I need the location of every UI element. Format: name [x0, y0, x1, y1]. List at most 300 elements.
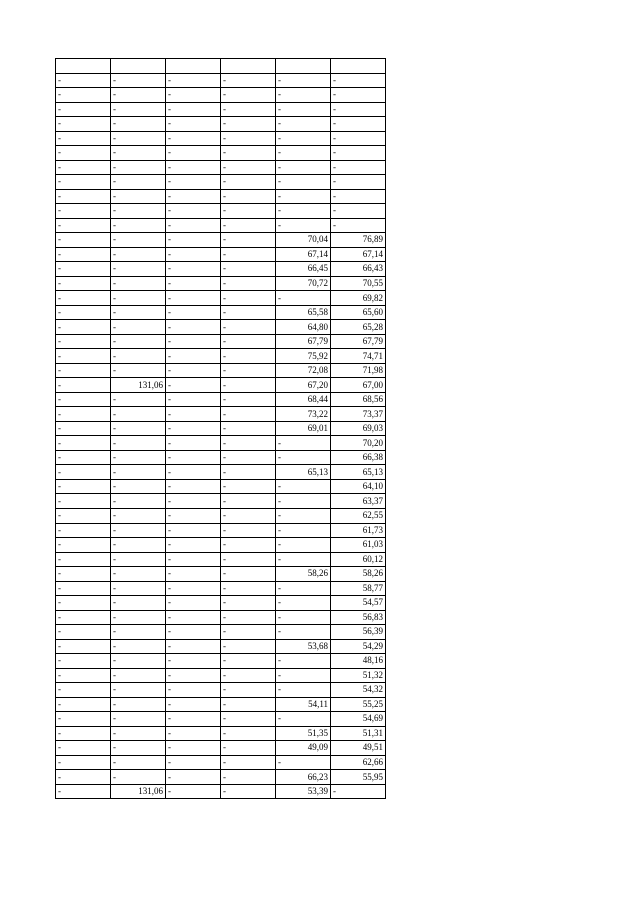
table-cell: - — [166, 741, 221, 756]
table-cell: - — [221, 581, 276, 596]
table-cell: - — [221, 131, 276, 146]
table-cell: - — [111, 160, 166, 175]
table-row — [56, 741, 386, 756]
table-cell: - — [111, 363, 166, 378]
table-cell: - — [111, 508, 166, 523]
table-cell: - — [166, 363, 221, 378]
table-cell: - — [276, 581, 331, 596]
table-cell: - — [221, 479, 276, 494]
table-cell: 54,29 — [331, 639, 386, 654]
table-cell: - — [56, 654, 111, 669]
table-cell: - — [166, 596, 221, 611]
table-cell: 67,79 — [331, 334, 386, 349]
table-cell: - — [56, 465, 111, 480]
table-cell: - — [221, 494, 276, 509]
table-cell: 56,39 — [331, 625, 386, 640]
table-cell: - — [111, 262, 166, 277]
table-cell: - — [166, 378, 221, 393]
table-cell: - — [111, 291, 166, 306]
table-cell: - — [331, 131, 386, 146]
table-cell: 60,12 — [331, 552, 386, 567]
table-cell: - — [111, 407, 166, 422]
table-cell: 67,14 — [331, 247, 386, 262]
table-cell: 49,51 — [331, 741, 386, 756]
table-cell: - — [221, 421, 276, 436]
table-cell: - — [166, 73, 221, 88]
table-cell: - — [166, 523, 221, 538]
table-cell: - — [111, 392, 166, 407]
table-row — [56, 436, 386, 451]
table-cell: - — [166, 262, 221, 277]
table-cell: - — [111, 102, 166, 117]
table-cell: - — [56, 567, 111, 582]
table-row — [56, 770, 386, 785]
table-cell: - — [221, 218, 276, 233]
table-cell: - — [56, 538, 111, 553]
table-cell: - — [276, 552, 331, 567]
table-cell: - — [221, 668, 276, 683]
table-cell: - — [166, 102, 221, 117]
table-row — [56, 146, 386, 161]
table-row — [56, 450, 386, 465]
table-cell: - — [166, 349, 221, 364]
table-cell: 58,26 — [331, 567, 386, 582]
table-cell: - — [56, 450, 111, 465]
table-cell: - — [276, 204, 331, 219]
table-cell: 63,37 — [331, 494, 386, 509]
table-row — [56, 683, 386, 698]
table-cell: 71,98 — [331, 363, 386, 378]
table-cell: 64,80 — [276, 320, 331, 335]
table-cell: - — [166, 712, 221, 727]
table-cell: - — [166, 683, 221, 698]
table-cell: - — [221, 436, 276, 451]
table-row — [56, 320, 386, 335]
table-cell: 56,83 — [331, 610, 386, 625]
table-cell: - — [166, 436, 221, 451]
table-cell: - — [276, 596, 331, 611]
table-cell: - — [56, 610, 111, 625]
table-cell: - — [56, 276, 111, 291]
table-cell: - — [56, 363, 111, 378]
table-cell: 67,14 — [276, 247, 331, 262]
table-row — [56, 726, 386, 741]
table-cell: 66,43 — [331, 262, 386, 277]
table-cell: - — [221, 755, 276, 770]
table-cell: 61,03 — [331, 538, 386, 553]
table-cell: - — [221, 73, 276, 88]
table-row — [56, 508, 386, 523]
table-cell: 67,20 — [276, 378, 331, 393]
table-cell: - — [166, 668, 221, 683]
table-row — [56, 117, 386, 132]
table-row — [56, 494, 386, 509]
table-cell: - — [166, 276, 221, 291]
table-cell: - — [166, 639, 221, 654]
table-cell: - — [111, 189, 166, 204]
table-cell: 65,13 — [276, 465, 331, 480]
table-cell: - — [111, 770, 166, 785]
table-row — [56, 465, 386, 480]
table-row — [56, 276, 386, 291]
table-row — [56, 349, 386, 364]
table-cell: - — [166, 175, 221, 190]
table-row — [56, 160, 386, 175]
table-cell — [276, 59, 331, 74]
table-cell — [331, 59, 386, 74]
table-cell: 66,23 — [276, 770, 331, 785]
table-cell: - — [276, 610, 331, 625]
table-cell: - — [221, 378, 276, 393]
table-cell: - — [56, 683, 111, 698]
table-cell: - — [111, 73, 166, 88]
table-cell: 62,55 — [331, 508, 386, 523]
table-row — [56, 421, 386, 436]
table-cell: - — [56, 508, 111, 523]
table-cell: - — [111, 712, 166, 727]
table-row — [56, 392, 386, 407]
table-cell: - — [56, 218, 111, 233]
table-cell: - — [111, 465, 166, 480]
table-cell: - — [56, 320, 111, 335]
table-cell: 58,26 — [276, 567, 331, 582]
table-cell: - — [166, 508, 221, 523]
table-cell: - — [56, 291, 111, 306]
table-cell — [111, 59, 166, 74]
table-row — [56, 697, 386, 712]
table-cell: 65,28 — [331, 320, 386, 335]
table-cell: - — [111, 233, 166, 248]
table-cell: - — [56, 436, 111, 451]
table-cell: - — [111, 146, 166, 161]
table-row — [56, 175, 386, 190]
table-cell: - — [221, 276, 276, 291]
table-cell: - — [166, 204, 221, 219]
table-cell: 54,69 — [331, 712, 386, 727]
table-cell: - — [331, 189, 386, 204]
table-cell: - — [56, 523, 111, 538]
table-row — [56, 73, 386, 88]
table-cell: - — [111, 218, 166, 233]
table-cell: - — [276, 479, 331, 494]
table-body — [56, 59, 386, 799]
table-cell: - — [56, 349, 111, 364]
table-row — [56, 668, 386, 683]
table-cell: - — [276, 508, 331, 523]
table-row — [56, 552, 386, 567]
table-row — [56, 538, 386, 553]
table-cell: - — [276, 494, 331, 509]
table-cell: - — [166, 726, 221, 741]
table-cell: - — [166, 117, 221, 132]
table-cell: - — [221, 726, 276, 741]
table-cell: - — [56, 73, 111, 88]
table-cell: - — [111, 683, 166, 698]
table-cell: - — [111, 305, 166, 320]
table-cell: - — [331, 204, 386, 219]
table-cell: - — [166, 160, 221, 175]
table-cell: - — [276, 538, 331, 553]
table-cell: - — [331, 218, 386, 233]
table-cell: - — [56, 741, 111, 756]
table-cell: - — [166, 581, 221, 596]
table-cell: - — [56, 305, 111, 320]
table-cell: - — [56, 421, 111, 436]
table-cell: - — [221, 683, 276, 698]
table-cell: - — [221, 450, 276, 465]
table-cell: - — [56, 175, 111, 190]
table-cell: - — [221, 349, 276, 364]
table-cell: - — [111, 697, 166, 712]
table-cell: - — [221, 363, 276, 378]
table-cell: - — [221, 538, 276, 553]
table-cell: - — [221, 117, 276, 132]
table-cell: - — [56, 334, 111, 349]
table-cell: - — [166, 320, 221, 335]
table-cell: - — [56, 160, 111, 175]
table-cell: - — [221, 741, 276, 756]
table-cell: 61,73 — [331, 523, 386, 538]
table-cell: - — [56, 581, 111, 596]
table-cell: 68,44 — [276, 392, 331, 407]
table-cell: - — [166, 218, 221, 233]
table-cell: - — [111, 450, 166, 465]
table-cell: - — [111, 726, 166, 741]
table-cell: - — [331, 102, 386, 117]
table-cell: 65,58 — [276, 305, 331, 320]
table-cell: - — [166, 247, 221, 262]
table-cell: 72,08 — [276, 363, 331, 378]
table-row — [56, 218, 386, 233]
table-cell: - — [111, 552, 166, 567]
table-cell: - — [56, 131, 111, 146]
table-row — [56, 247, 386, 262]
table-row — [56, 639, 386, 654]
table-cell: - — [111, 494, 166, 509]
table-cell: 75,92 — [276, 349, 331, 364]
table-cell: - — [331, 146, 386, 161]
table-cell: - — [111, 538, 166, 553]
table-cell: - — [221, 567, 276, 582]
table-cell — [56, 59, 111, 74]
table-cell: - — [276, 88, 331, 103]
table-cell: - — [166, 233, 221, 248]
table-cell: 70,04 — [276, 233, 331, 248]
table-cell: - — [221, 160, 276, 175]
table-cell: 67,79 — [276, 334, 331, 349]
table-row — [56, 784, 386, 799]
table-cell: - — [111, 117, 166, 132]
table-cell: - — [331, 175, 386, 190]
table-cell: - — [56, 392, 111, 407]
table-cell: 51,32 — [331, 668, 386, 683]
table-row — [56, 131, 386, 146]
table-cell: 53,68 — [276, 639, 331, 654]
table-cell: - — [111, 625, 166, 640]
table-cell: - — [111, 755, 166, 770]
table-cell: - — [276, 523, 331, 538]
table-cell: 53,39 — [276, 784, 331, 799]
table-cell: 73,22 — [276, 407, 331, 422]
table-cell: - — [56, 88, 111, 103]
table-cell: 67,00 — [331, 378, 386, 393]
table-cell: - — [221, 88, 276, 103]
table-cell: 62,66 — [331, 755, 386, 770]
table-cell: - — [56, 189, 111, 204]
table-cell: - — [56, 146, 111, 161]
table-row — [56, 204, 386, 219]
table-cell: - — [221, 770, 276, 785]
table-cell: - — [221, 596, 276, 611]
table-cell: - — [56, 726, 111, 741]
table-row — [56, 59, 386, 74]
table-cell: - — [111, 567, 166, 582]
table-row — [56, 233, 386, 248]
table-cell: 54,11 — [276, 697, 331, 712]
table-row — [56, 610, 386, 625]
table-cell: 58,77 — [331, 581, 386, 596]
table-cell: - — [111, 523, 166, 538]
table-cell: - — [111, 204, 166, 219]
table-cell: - — [166, 567, 221, 582]
table-cell: - — [276, 175, 331, 190]
table-cell: - — [166, 291, 221, 306]
table-cell: 68,56 — [331, 392, 386, 407]
table-row — [56, 407, 386, 422]
table-cell: - — [276, 73, 331, 88]
table-cell: - — [111, 581, 166, 596]
table-cell: - — [166, 407, 221, 422]
table-cell: 69,01 — [276, 421, 331, 436]
table-cell: - — [221, 523, 276, 538]
table-cell: - — [56, 639, 111, 654]
table-cell: - — [56, 247, 111, 262]
table-row — [56, 262, 386, 277]
table-cell: - — [166, 146, 221, 161]
table-cell: - — [221, 552, 276, 567]
table-cell: - — [166, 552, 221, 567]
table-cell: 51,31 — [331, 726, 386, 741]
table-row — [56, 378, 386, 393]
table-cell: 66,45 — [276, 262, 331, 277]
table-cell: - — [56, 378, 111, 393]
table-cell: - — [111, 610, 166, 625]
table-cell: - — [166, 465, 221, 480]
table-cell: - — [331, 73, 386, 88]
table-cell: - — [111, 596, 166, 611]
table-cell: - — [276, 683, 331, 698]
table-cell: - — [166, 538, 221, 553]
table-cell: - — [56, 625, 111, 640]
table-row — [56, 654, 386, 669]
table-row — [56, 334, 386, 349]
table-cell: - — [56, 668, 111, 683]
table-cell: 48,16 — [331, 654, 386, 669]
table-cell: - — [111, 479, 166, 494]
table-cell: - — [221, 407, 276, 422]
table-cell: - — [331, 88, 386, 103]
table-cell: 74,71 — [331, 349, 386, 364]
table-cell: - — [166, 784, 221, 799]
table-cell: - — [56, 479, 111, 494]
table-cell: - — [276, 102, 331, 117]
table-cell: 54,32 — [331, 683, 386, 698]
table-cell: - — [331, 117, 386, 132]
table-cell: - — [276, 146, 331, 161]
table-cell: - — [111, 436, 166, 451]
table-cell: 54,57 — [331, 596, 386, 611]
table-cell — [166, 59, 221, 74]
table-cell: - — [331, 160, 386, 175]
table-cell: - — [276, 654, 331, 669]
table-cell: - — [221, 291, 276, 306]
table-cell: - — [56, 262, 111, 277]
table-cell: - — [111, 88, 166, 103]
table-cell: 131,06 — [111, 784, 166, 799]
table-cell: - — [221, 784, 276, 799]
table-cell: - — [56, 712, 111, 727]
table-cell: - — [276, 131, 331, 146]
table-row — [56, 479, 386, 494]
table-cell: 66,38 — [331, 450, 386, 465]
table-cell: 73,37 — [331, 407, 386, 422]
table-cell: - — [111, 741, 166, 756]
table-cell: - — [56, 204, 111, 219]
table-cell: - — [166, 494, 221, 509]
table-cell: - — [111, 276, 166, 291]
table-cell: - — [111, 639, 166, 654]
table-cell: - — [56, 117, 111, 132]
table-cell: - — [111, 334, 166, 349]
table-cell: - — [221, 610, 276, 625]
table-cell: 64,10 — [331, 479, 386, 494]
table-cell: 70,72 — [276, 276, 331, 291]
table-cell: - — [166, 450, 221, 465]
table-cell: - — [166, 770, 221, 785]
table-cell: - — [221, 204, 276, 219]
table-cell: - — [56, 233, 111, 248]
table-cell: - — [221, 508, 276, 523]
table-row — [56, 596, 386, 611]
table-cell: - — [221, 320, 276, 335]
table-row — [56, 102, 386, 117]
table-row — [56, 291, 386, 306]
table-cell: - — [276, 668, 331, 683]
table-cell: - — [111, 654, 166, 669]
table-cell: - — [221, 639, 276, 654]
table-cell: - — [166, 479, 221, 494]
table-cell: - — [56, 784, 111, 799]
table-cell: - — [221, 262, 276, 277]
table-cell: - — [166, 610, 221, 625]
table-row — [56, 523, 386, 538]
table-row — [56, 305, 386, 320]
table-cell: - — [166, 305, 221, 320]
table-cell: - — [56, 102, 111, 117]
table-cell — [221, 59, 276, 74]
table-cell: - — [166, 755, 221, 770]
table-cell: - — [276, 450, 331, 465]
table-cell: - — [276, 160, 331, 175]
table-cell: - — [276, 712, 331, 727]
table-cell: - — [166, 625, 221, 640]
table-cell: 55,25 — [331, 697, 386, 712]
table-cell: - — [221, 102, 276, 117]
table-cell: - — [56, 407, 111, 422]
table-cell: - — [221, 175, 276, 190]
table-cell: - — [276, 189, 331, 204]
table-cell: - — [221, 654, 276, 669]
